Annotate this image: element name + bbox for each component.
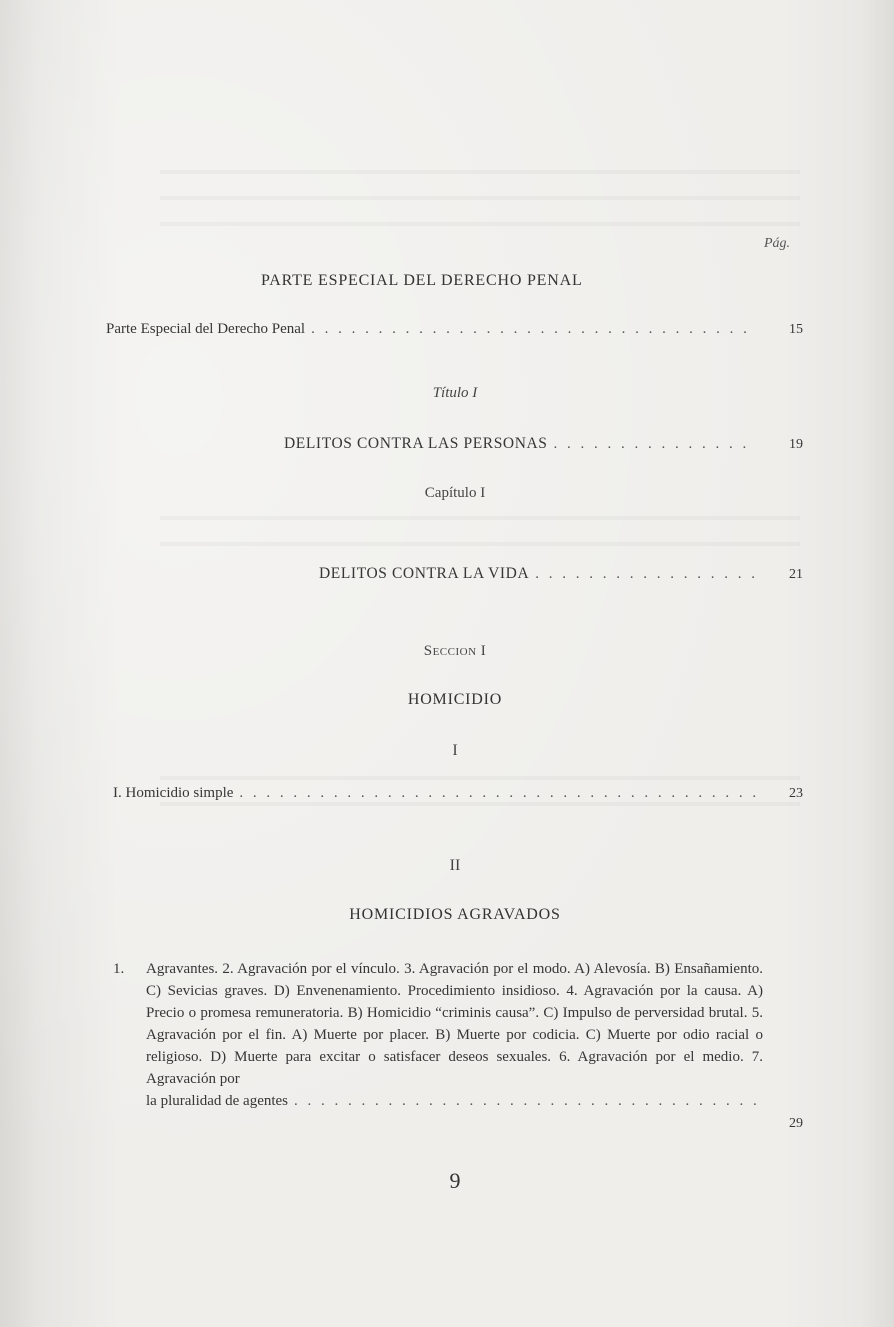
part-heading: PARTE ESPECIAL DEL DERECHO PENAL bbox=[261, 272, 583, 289]
toc-entry-label: DELITOS CONTRA LAS PERSONAS bbox=[284, 435, 548, 452]
roman-numeral-i: I bbox=[452, 742, 458, 759]
bleed-through bbox=[160, 170, 800, 174]
bleed-through bbox=[160, 516, 800, 520]
homicidios-agravados-heading: HOMICIDIOS AGRAVADOS bbox=[349, 906, 561, 923]
toc-entry-text: Agravantes. 2. Agravación por el vínculo. 3. Agravación por el modo. A) Alevosía. B) Ensañamiento. C) Sevicias graves. D) Envenenamiento. Procedimiento insidioso. 4. Agravación por la causa. A) Precio o promesa remuneratoria. B) Homicidio “criminis causa”. C) Impulso de perversidad brutal. 5. Agravación por el fin. A) Muerte por placer. B) Muerte por codicia. C) Muerte por odio racial o religioso. D) Muerte para excitar o satisfacer deseos sexuales. 6. Agravación por el medio. 7. Agravación por bbox=[146, 961, 763, 1087]
bleed-through bbox=[160, 542, 800, 546]
toc-entry-label: I. Homicidio simple bbox=[113, 785, 234, 801]
capitulo-label: Capítulo I bbox=[424, 485, 486, 501]
leader-dots bbox=[554, 436, 757, 453]
bleed-through bbox=[160, 776, 800, 780]
toc-entry-page: 21 bbox=[789, 567, 803, 582]
toc-entry-parte-especial[interactable] bbox=[106, 321, 803, 338]
seccion-label: Seccion I bbox=[423, 643, 487, 659]
toc-entry-label: Parte Especial del Derecho Penal bbox=[106, 321, 306, 337]
toc-entry-delitos-personas[interactable] bbox=[284, 435, 803, 453]
toc-entry-page: 15 bbox=[789, 322, 803, 337]
toc-entry-last-line-text: la pluralidad de agentes bbox=[146, 1093, 289, 1109]
toc-entry-page: 23 bbox=[789, 786, 803, 801]
seccion-heading: HOMICIDIO bbox=[407, 691, 503, 708]
toc-entry-label: DELITOS CONTRA LA VIDA bbox=[319, 565, 530, 582]
toc-entry-homicidio-simple[interactable] bbox=[113, 785, 803, 802]
bleed-through bbox=[160, 196, 800, 200]
bleed-through bbox=[160, 222, 800, 226]
leader-dots bbox=[239, 785, 757, 802]
roman-numeral-ii: II bbox=[449, 857, 461, 874]
toc-entry-delitos-vida[interactable] bbox=[319, 565, 803, 583]
leader-dots bbox=[311, 321, 757, 338]
toc-entry-page: 29 bbox=[789, 1116, 803, 1131]
bleed-through bbox=[160, 802, 800, 806]
page-column-label: Pág. bbox=[764, 236, 791, 251]
leader-dots bbox=[535, 566, 757, 583]
toc-entry-number: 1. bbox=[113, 961, 125, 977]
toc-entry-agravantes[interactable] bbox=[113, 958, 763, 1112]
leader-dots bbox=[294, 1090, 757, 1112]
page-number: 9 bbox=[449, 1168, 461, 1193]
toc-entry-last-line bbox=[146, 1090, 763, 1112]
toc-entry-page: 19 bbox=[789, 437, 803, 452]
titulo-label: Título I bbox=[432, 385, 478, 401]
